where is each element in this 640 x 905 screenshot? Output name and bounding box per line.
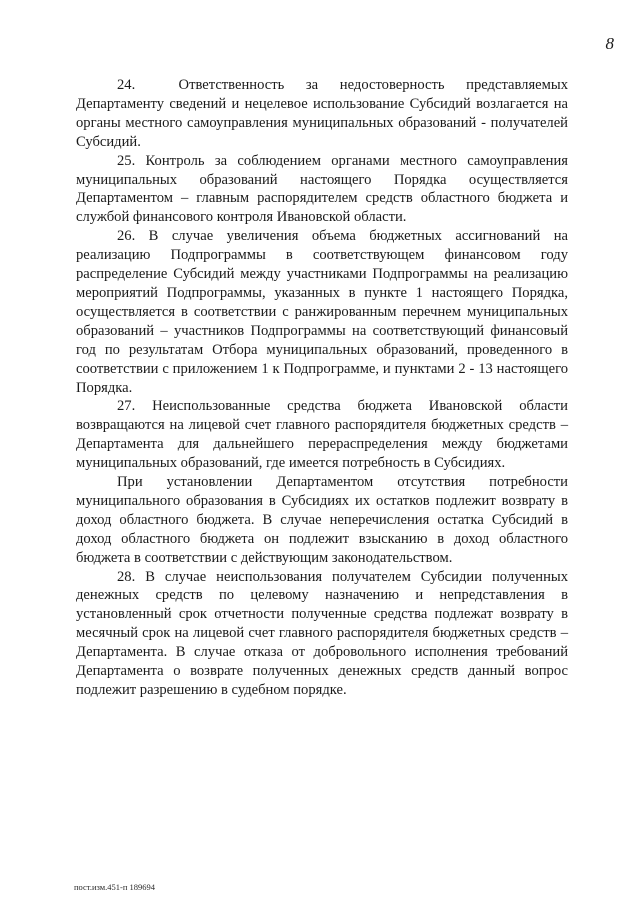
- document-body: [76, 76, 568, 700]
- paragraph-28: 28. В случае неиспользования получателем Субсидии полученных денежных средств по целевому назначению и непредставления в установленный срок отчетности полученные средства подлежат возврату в месячный срок на лицевой счет главного распорядителя бюджетных средств – Департамента. В случае отказа от добровольного исполнения требований Департамента о возврате полученных денежных средств данный вопрос подлежит разрешению в судебном порядке.: [76, 568, 568, 698]
- paragraph-27-continued: При установлении Департаментом отсутствия потребности муниципального образования в Субсидиях их остатков подлежит возврату в доход областного бюджета. В случае неперечисления остатка Субсидий в доход областного бюджета он подлежит взысканию в доход областного бюджета в соответствии с действующим законодательством.: [76, 474, 568, 566]
- page-number: 8: [605, 34, 614, 53]
- document-footer-code: пост.изм.451-п 189694: [74, 882, 156, 892]
- paragraph-26: 26. В случае увеличения объема бюджетных ассигнований на реализацию Подпрограммы в соответствующем финансовом году распределение Субсидий между участниками Подпрограммы на реализацию мероприятий Подпрограммы, указанных в пункте 1 настоящего Порядка, осуществляется в соответствии с ранжированным перечнем муниципальных образований – участников Подпрограммы на соответствующий финансовый год по результатам Отбора муниципальных образований, проведенного в соответствии с приложением 1 к Подпрограмме, и пунктами 2 - 13 настоящего Порядка.: [76, 228, 568, 396]
- paragraph-24: 24. Ответственность за недостоверность представляемых Департаменту сведений и нецелевое использование Субсидий возлагается на органы местного самоуправления муниципальных образований - получателей Субсидий.: [76, 77, 568, 150]
- paragraph-25: 25. Контроль за соблюдением органами местного самоуправления муниципальных образований настоящего Порядка осуществляется Департаментом – главным распорядителем средств областного бюджета и службой финансового контроля Ивановской области.: [76, 152, 568, 226]
- paragraph-27: 27. Неиспользованные средства бюджета Ивановской области возвращаются на лицевой счет главного распорядителя бюджетных средств – Департамента для дальнейшего перераспределения между бюджетами муниципальных образований, где имеется потребность в Субсидиях.: [76, 398, 568, 472]
